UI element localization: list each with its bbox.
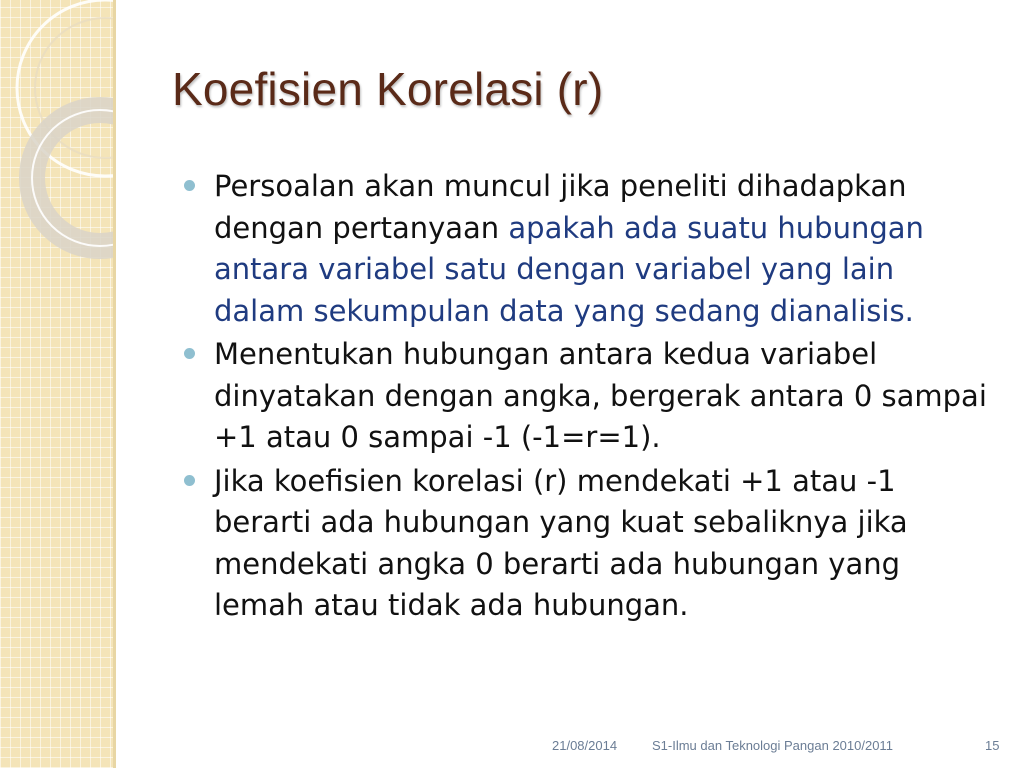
bullet-item	[182, 334, 992, 459]
footer-date: 21/08/2014	[552, 738, 618, 753]
footer-course: S1-Ilmu dan Teknologi Pangan 2010/2011	[652, 738, 893, 753]
decorative-sidebar	[0, 0, 113, 768]
bullet-list	[182, 166, 992, 629]
bullet-text: Persoalan akan muncul jika peneliti dihadapkan dengan pertanyaan	[214, 169, 907, 245]
bullet-text: Menentukan hubungan antara kedua variabel dinyatakan dengan angka, bergerak antara 0 sampai +1 atau 0 sampai -1 (-1=r=1).	[214, 337, 987, 454]
bullet-item	[182, 461, 992, 627]
sidebar-divider	[113, 0, 116, 768]
slide-number: 15	[985, 738, 1000, 753]
bullet-icon	[184, 348, 195, 359]
bullet-icon	[184, 475, 195, 486]
bullet-text: Jika koefisien korelasi (r) mendekati +1 atau -1 berarti ada hubungan yang kuat sebaliknya jika mendekati angka 0 berarti ada hubungan yang lemah atau tidak ada hubungan.	[214, 463, 908, 622]
slide-title: Koefisien Korelasi (r)	[172, 63, 604, 115]
bullet-icon	[184, 180, 195, 191]
bullet-highlight-text: apakah ada suatu hubungan antara variabel satu dengan variabel yang lain dalam sekumpulan data yang sedang dianalisis.	[214, 210, 924, 328]
bullet-item	[182, 166, 992, 332]
decorative-rings-graphic	[0, 0, 113, 768]
